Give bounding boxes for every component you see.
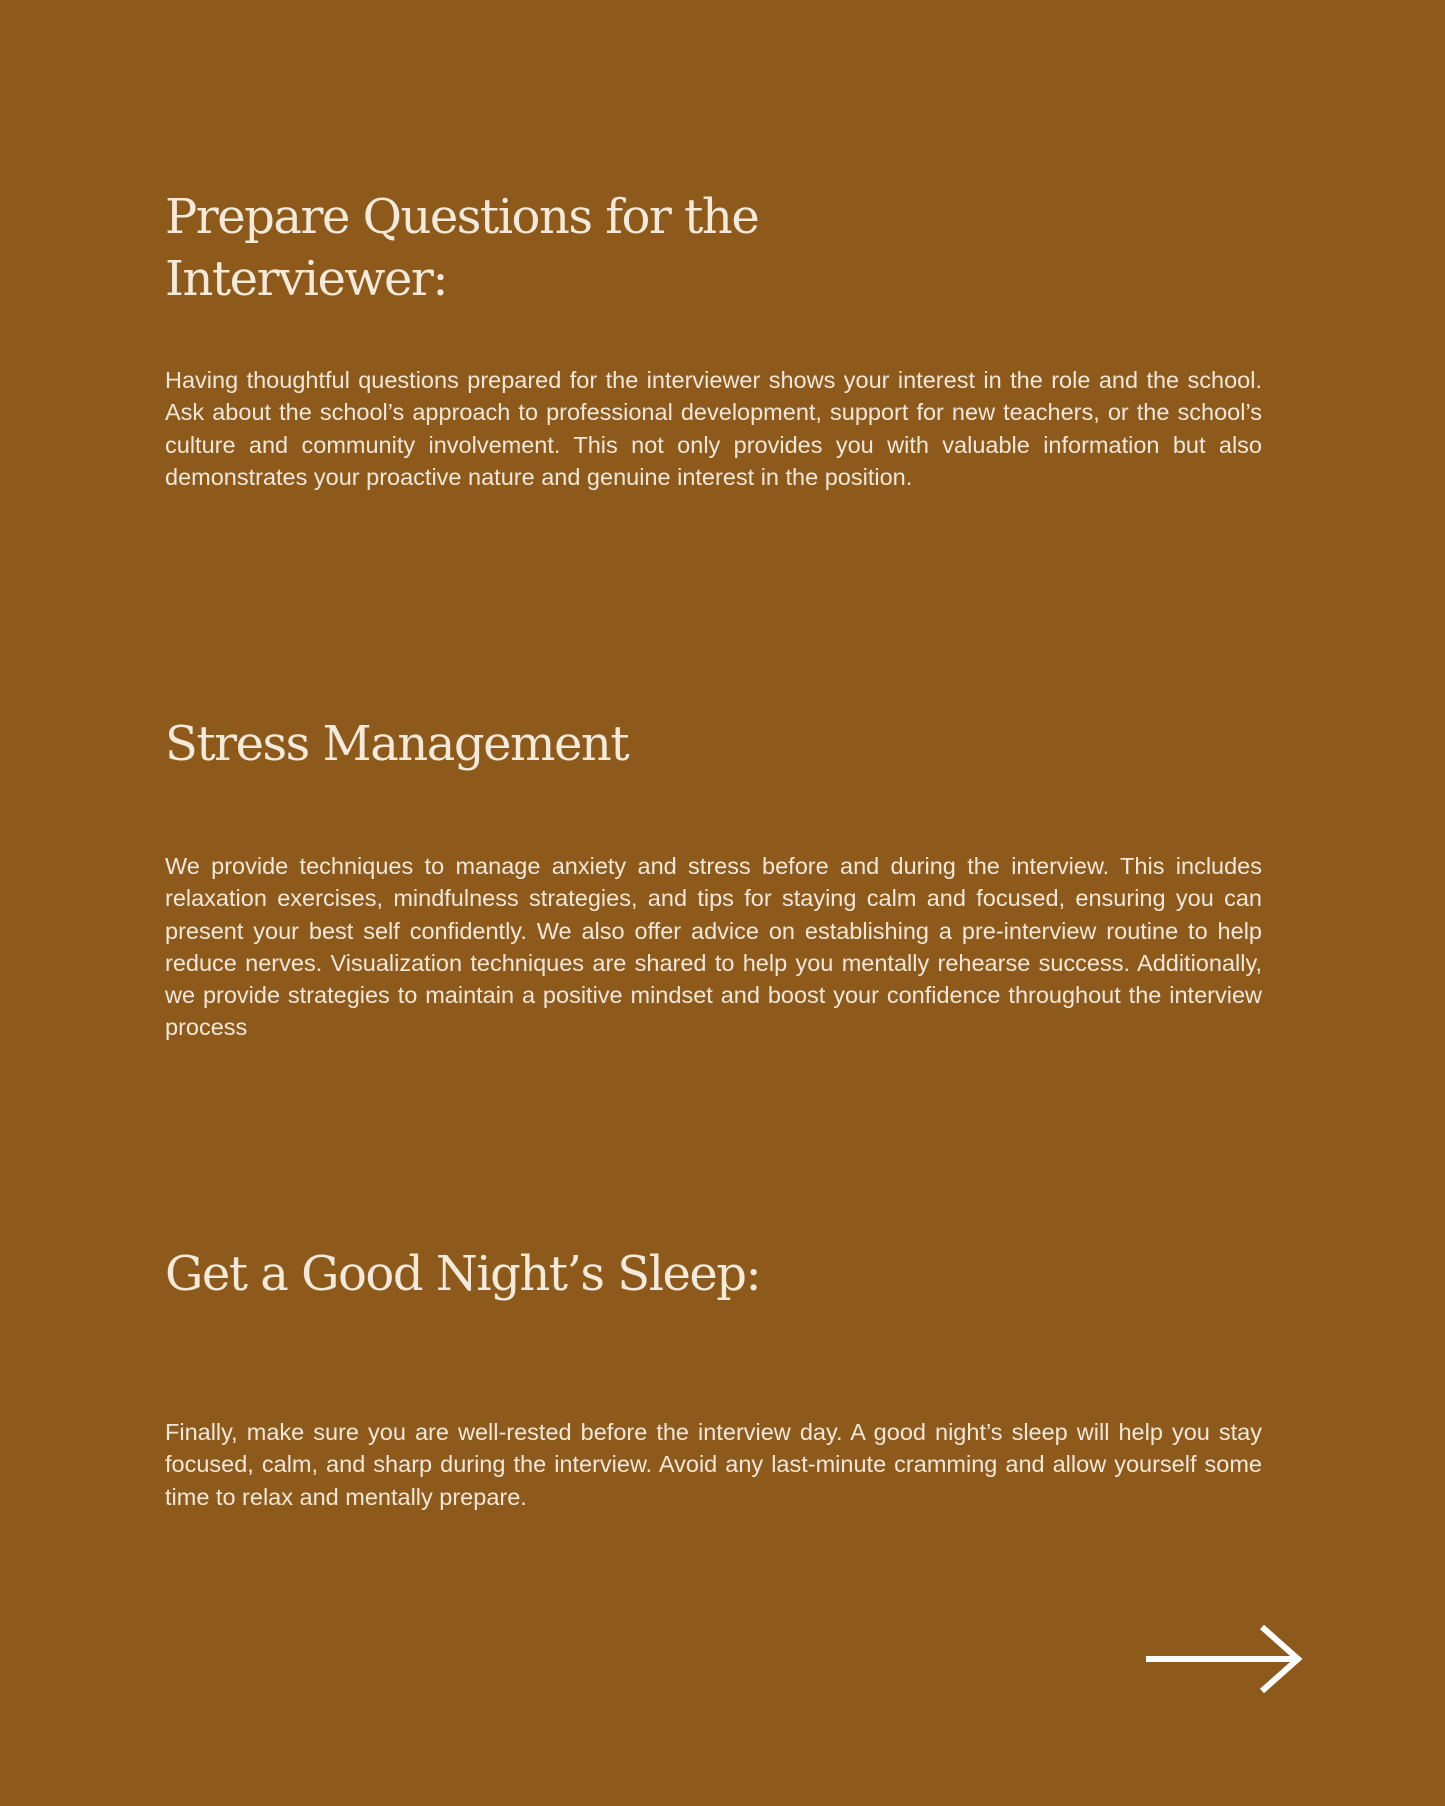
- section-body: Having thoughtful questions prepared for the interviewer shows your interest in the role and the school. Ask about the school’s approach to professional development, support for new teachers, or the school’s culture and community involvement. This not only provides you with valuable information but also demonstrates your proactive nature and genuine interest in the position.: [165, 367, 1262, 490]
- section-body: Finally, make sure you are well-rested before the interview day. A good night’s sleep will help you stay focused, calm, and sharp during the interview. Avoid any last-minute cramming and allow yourself some time to relax and mentally prepare.: [165, 1419, 1262, 1510]
- section-heading: Get a Good Night’s Sleep:: [165, 1246, 761, 1302]
- section-body: We provide techniques to manage anxiety and stress before and during the interview. This includes relaxation exercises, mindfulness strategies, and tips for staying calm and focused, ensuring you can present your best self confidently. We also offer advice on establishing a pre-interview routine to help reduce nerves. Visualization techniques are shared to help you mentally rehearse success. Additionally, we provide strategies to maintain a positive mindset and boost your confidence throughout the interview process: [165, 853, 1262, 1041]
- section-heading: Stress Management: [165, 716, 629, 772]
- section-heading: Prepare Questions for the Interviewer:: [165, 189, 759, 307]
- next-page-button[interactable]: [1144, 1623, 1304, 1695]
- arrow-right-icon: [1144, 1623, 1304, 1695]
